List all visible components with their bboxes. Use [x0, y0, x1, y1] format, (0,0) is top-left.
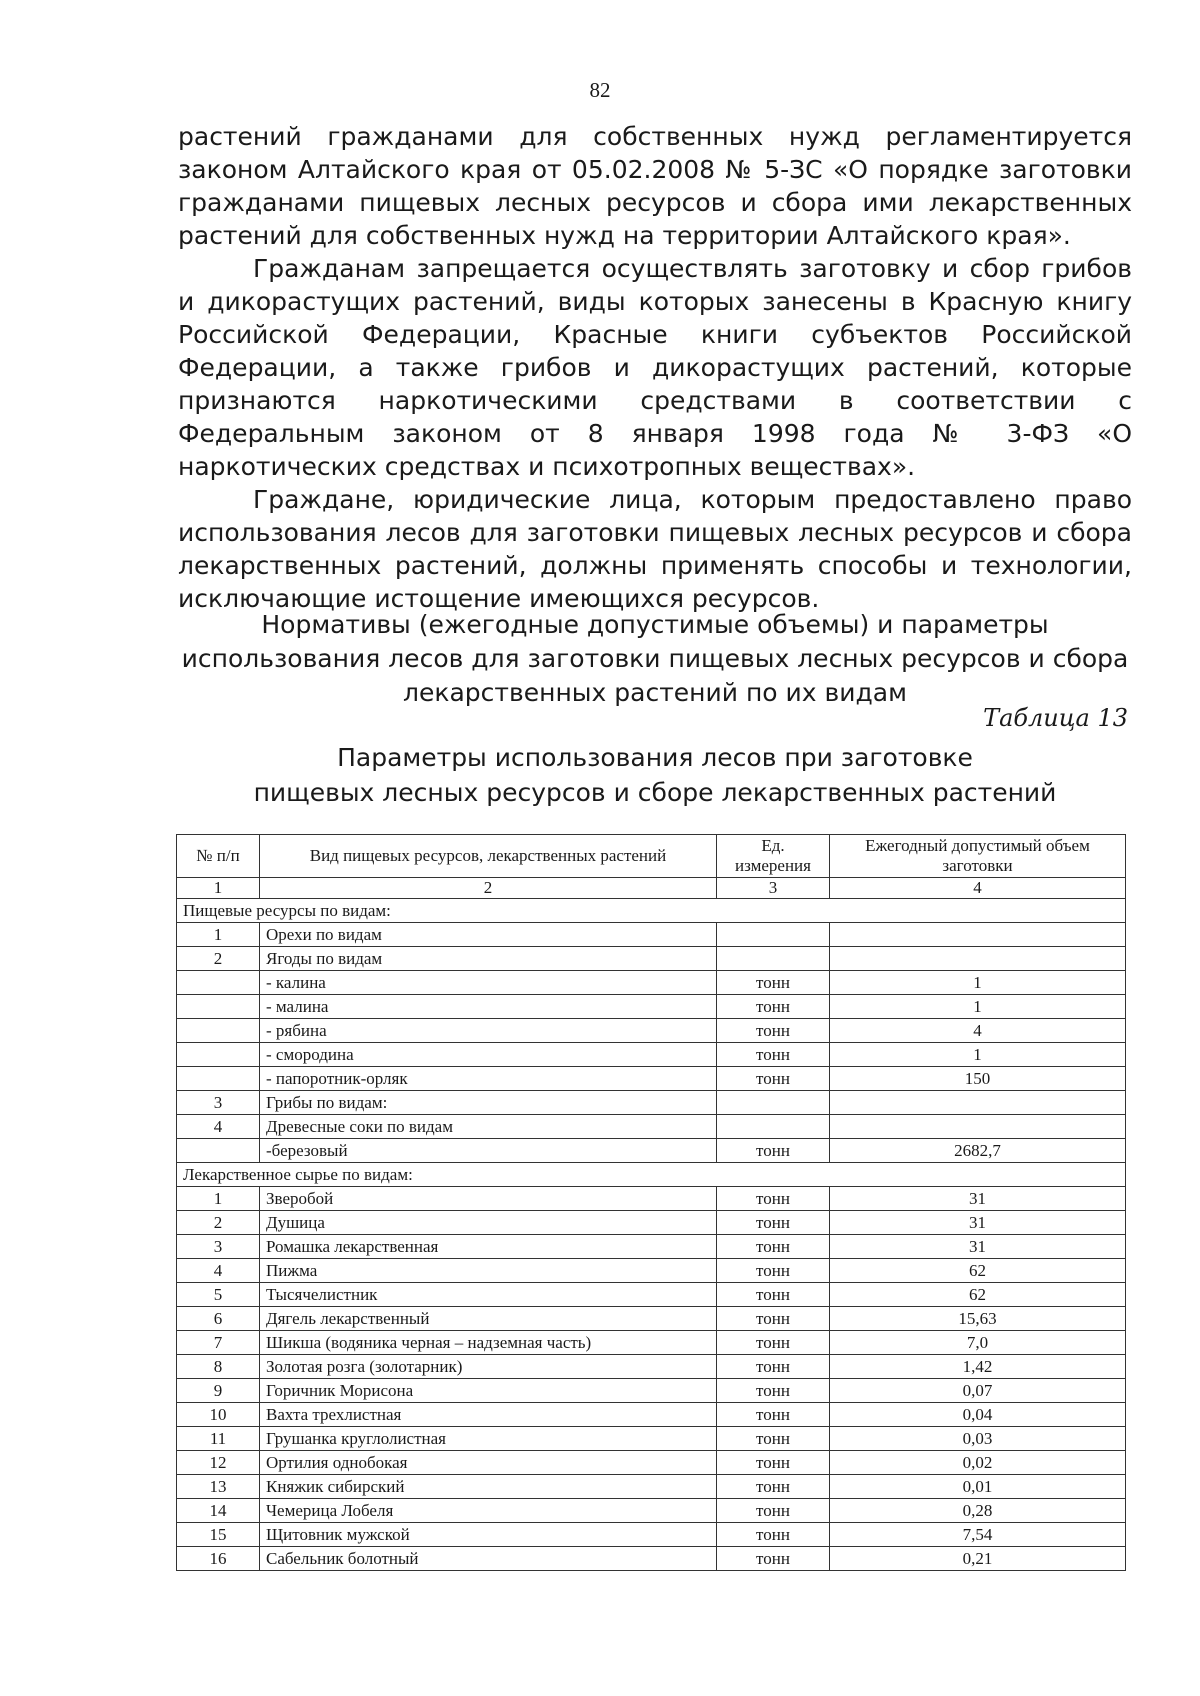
- cell-volume: 31: [830, 1211, 1126, 1235]
- cell-number: 4: [177, 1259, 260, 1283]
- cell-resource-name: Горичник Морисона: [260, 1379, 717, 1403]
- cell-number: 1: [177, 1187, 260, 1211]
- cell-resource-name: Ягоды по видам: [260, 947, 717, 971]
- cell-volume: 15,63: [830, 1307, 1126, 1331]
- column-number: 4: [830, 878, 1126, 899]
- table-title-line: Параметры использования лесов при заготовке: [337, 743, 973, 772]
- cell-unit: тонн: [717, 1307, 830, 1331]
- cell-unit: [717, 1091, 830, 1115]
- cell-volume: 0,03: [830, 1427, 1126, 1451]
- cell-resource-name: Дягель лекарственный: [260, 1307, 717, 1331]
- cell-resource-name: Сабельник болотный: [260, 1547, 717, 1571]
- cell-volume: [830, 947, 1126, 971]
- cell-volume: 0,04: [830, 1403, 1126, 1427]
- cell-volume: 0,02: [830, 1451, 1126, 1475]
- cell-number: 11: [177, 1427, 260, 1451]
- section-heading: Пищевые ресурсы по видам:: [177, 899, 1126, 923]
- cell-unit: тонн: [717, 1067, 830, 1091]
- section-heading: Лекарственное сырье по видам:: [177, 1163, 1126, 1187]
- cell-volume: 31: [830, 1235, 1126, 1259]
- table-row: [177, 995, 1126, 1019]
- cell-number: 3: [177, 1091, 260, 1115]
- cell-volume: 1: [830, 971, 1126, 995]
- table-row: [177, 1379, 1126, 1403]
- table-row: [177, 1115, 1126, 1139]
- table-row: [177, 1091, 1126, 1115]
- cell-number: 1: [177, 923, 260, 947]
- cell-resource-name: - смородина: [260, 1043, 717, 1067]
- table-row: [177, 1547, 1126, 1571]
- cell-resource-name: Вахта трехлистная: [260, 1403, 717, 1427]
- cell-number: [177, 1019, 260, 1043]
- table-body: [177, 878, 1126, 1571]
- cell-resource-name: - папоротник-орляк: [260, 1067, 717, 1091]
- cell-number: 5: [177, 1283, 260, 1307]
- table-row: [177, 1355, 1126, 1379]
- cell-number: 16: [177, 1547, 260, 1571]
- cell-volume: 0,28: [830, 1499, 1126, 1523]
- resources-table: [176, 834, 1126, 1571]
- cell-unit: тонн: [717, 1139, 830, 1163]
- cell-number: 14: [177, 1499, 260, 1523]
- cell-resource-name: - рябина: [260, 1019, 717, 1043]
- cell-resource-name: Ромашка лекарственная: [260, 1235, 717, 1259]
- cell-unit: тонн: [717, 1259, 830, 1283]
- cell-volume: 0,01: [830, 1475, 1126, 1499]
- cell-resource-name: Ортилия однобокая: [260, 1451, 717, 1475]
- cell-unit: тонн: [717, 995, 830, 1019]
- cell-unit: тонн: [717, 1211, 830, 1235]
- header-volume: Ежегодный допустимый объем заготовки: [830, 835, 1126, 878]
- column-number: 3: [717, 878, 830, 899]
- cell-number: [177, 1139, 260, 1163]
- cell-resource-name: -березовый: [260, 1139, 717, 1163]
- column-numbers-row: [177, 878, 1126, 899]
- cell-number: 13: [177, 1475, 260, 1499]
- table-row: [177, 1043, 1126, 1067]
- cell-number: 9: [177, 1379, 260, 1403]
- cell-resource-name: Древесные соки по видам: [260, 1115, 717, 1139]
- table-header-row: [177, 835, 1126, 878]
- cell-resource-name: Тысячелистник: [260, 1283, 717, 1307]
- cell-unit: тонн: [717, 1187, 830, 1211]
- cell-number: [177, 971, 260, 995]
- cell-unit: тонн: [717, 1379, 830, 1403]
- cell-resource-name: Грибы по видам:: [260, 1091, 717, 1115]
- section-title-line: лекарственных растений по их видам: [403, 678, 907, 707]
- cell-volume: 62: [830, 1259, 1126, 1283]
- cell-number: 2: [177, 1211, 260, 1235]
- section-title-line: Нормативы (ежегодные допустимые объемы) и параметры: [261, 610, 1049, 639]
- table-row: [177, 1187, 1126, 1211]
- table-row: [177, 1067, 1126, 1091]
- section-title: [178, 608, 1132, 710]
- table-row: [177, 1451, 1126, 1475]
- cell-volume: [830, 1115, 1126, 1139]
- cell-unit: тонн: [717, 1499, 830, 1523]
- cell-volume: 150: [830, 1067, 1126, 1091]
- cell-number: 10: [177, 1403, 260, 1427]
- cell-resource-name: Чемерица Лобеля: [260, 1499, 717, 1523]
- cell-number: 8: [177, 1355, 260, 1379]
- cell-resource-name: - малина: [260, 995, 717, 1019]
- cell-volume: 1: [830, 995, 1126, 1019]
- table-row: [177, 1019, 1126, 1043]
- cell-unit: тонн: [717, 1043, 830, 1067]
- column-number: 1: [177, 878, 260, 899]
- table-row: [177, 1403, 1126, 1427]
- cell-resource-name: Грушанка круглолистная: [260, 1427, 717, 1451]
- cell-volume: [830, 923, 1126, 947]
- cell-number: 2: [177, 947, 260, 971]
- header-unit: Ед. измерения: [717, 835, 830, 878]
- cell-resource-name: Душица: [260, 1211, 717, 1235]
- cell-unit: [717, 947, 830, 971]
- table-row: [177, 1283, 1126, 1307]
- table-title-line: пищевых лесных ресурсов и сборе лекарственных растений: [253, 778, 1057, 807]
- section-row: [177, 899, 1126, 923]
- table-row: [177, 1211, 1126, 1235]
- table-label: Таблица 13: [983, 704, 1128, 732]
- table-row: [177, 1235, 1126, 1259]
- cell-volume: 31: [830, 1187, 1126, 1211]
- cell-volume: 2682,7: [830, 1139, 1126, 1163]
- cell-number: [177, 1067, 260, 1091]
- header-name: Вид пищевых ресурсов, лекарственных растений: [260, 835, 717, 878]
- cell-resource-name: Золотая розга (золотарник): [260, 1355, 717, 1379]
- cell-volume: 1,42: [830, 1355, 1126, 1379]
- cell-number: 7: [177, 1331, 260, 1355]
- cell-unit: тонн: [717, 1019, 830, 1043]
- table-row: [177, 1139, 1126, 1163]
- cell-resource-name: - калина: [260, 971, 717, 995]
- cell-number: 4: [177, 1115, 260, 1139]
- section-row: [177, 1163, 1126, 1187]
- cell-unit: [717, 923, 830, 947]
- cell-resource-name: Зверобой: [260, 1187, 717, 1211]
- cell-resource-name: Щитовник мужской: [260, 1523, 717, 1547]
- cell-unit: тонн: [717, 1403, 830, 1427]
- cell-resource-name: Пижма: [260, 1259, 717, 1283]
- cell-volume: [830, 1091, 1126, 1115]
- body-text: [178, 120, 1132, 615]
- table-row: [177, 1331, 1126, 1355]
- cell-number: 12: [177, 1451, 260, 1475]
- cell-resource-name: Орехи по видам: [260, 923, 717, 947]
- table-row: [177, 1499, 1126, 1523]
- cell-volume: 7,54: [830, 1523, 1126, 1547]
- table-row: [177, 947, 1126, 971]
- cell-volume: 0,21: [830, 1547, 1126, 1571]
- cell-unit: тонн: [717, 1331, 830, 1355]
- cell-unit: тонн: [717, 1547, 830, 1571]
- header-num: № п/п: [177, 835, 260, 878]
- paragraph: растений гражданами для собственных нужд регламентируется законом Алтайского края от 05.02.2008 № 5-ЗС «О порядке заготовки гражданами пищевых лесных ресурсов и сбора ими лекарственных растений для собственных нужд на территории Алтайского края».: [178, 122, 1132, 250]
- column-number: 2: [260, 878, 717, 899]
- section-title-line: использования лесов для заготовки пищевых лесных ресурсов и сбора: [181, 644, 1129, 673]
- cell-number: 15: [177, 1523, 260, 1547]
- cell-unit: тонн: [717, 1475, 830, 1499]
- table-row: [177, 1427, 1126, 1451]
- table-row: [177, 1259, 1126, 1283]
- page-number: 82: [589, 78, 611, 102]
- table-row: [177, 1523, 1126, 1547]
- cell-volume: 7,0: [830, 1331, 1126, 1355]
- cell-number: [177, 995, 260, 1019]
- table-row: [177, 1475, 1126, 1499]
- cell-volume: 62: [830, 1283, 1126, 1307]
- table-title: [178, 740, 1132, 810]
- cell-unit: тонн: [717, 1427, 830, 1451]
- cell-volume: 1: [830, 1043, 1126, 1067]
- cell-unit: тонн: [717, 1523, 830, 1547]
- paragraph: Граждане, юридические лица, которым предоставлено право использования лесов для заготовки пищевых лесных ресурсов и сбора лекарственных растений, должны применять способы и технологии, исключающие истощение имеющихся ресурсов.: [178, 485, 1132, 613]
- cell-number: 3: [177, 1235, 260, 1259]
- cell-unit: тонн: [717, 971, 830, 995]
- table-row: [177, 1307, 1126, 1331]
- paragraph: Гражданам запрещается осуществлять заготовку и сбор грибов и дикорастущих растений, виды которых занесены в Красную книгу Российской Федерации, Красные книги субъектов Российской Федерации, а также грибов и дикорастущих растений, которые признаются наркотическими средствами в соответствии с Федеральным законом от 8 января 1998 года № 3-ФЗ «О наркотических средствах и психотропных веществах».: [178, 254, 1132, 481]
- cell-volume: 4: [830, 1019, 1126, 1043]
- cell-unit: [717, 1115, 830, 1139]
- cell-resource-name: Княжик сибирский: [260, 1475, 717, 1499]
- cell-resource-name: Шикша (водяника черная – надземная часть): [260, 1331, 717, 1355]
- table-row: [177, 923, 1126, 947]
- cell-unit: тонн: [717, 1355, 830, 1379]
- cell-unit: тонн: [717, 1451, 830, 1475]
- cell-unit: тонн: [717, 1235, 830, 1259]
- cell-unit: тонн: [717, 1283, 830, 1307]
- table-row: [177, 971, 1126, 995]
- cell-number: 6: [177, 1307, 260, 1331]
- cell-volume: 0,07: [830, 1379, 1126, 1403]
- cell-number: [177, 1043, 260, 1067]
